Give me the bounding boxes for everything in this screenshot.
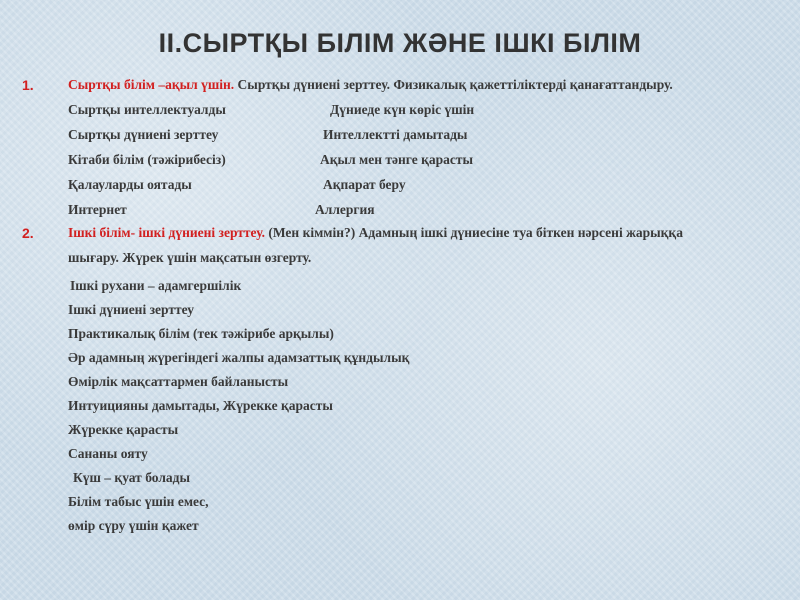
section2-item: Сананы ояту xyxy=(68,446,148,461)
section1-right-item: Аллергия xyxy=(315,202,375,217)
section1-right-item: Дүниеде күн көріс үшін xyxy=(330,102,475,117)
section2-item: Интуицияны дамытады, Жүрекке қарасты xyxy=(68,398,333,413)
section1-number: 1. xyxy=(22,77,34,93)
section2-item: Білім табыс үшін емес, xyxy=(68,494,209,509)
section1-intro xyxy=(68,77,673,93)
section1-text: Сыртқы дүниені зерттеу. Физикалық қажеттіліктерді қанағаттандыру. xyxy=(234,77,673,92)
section1-left-item: Сыртқы интеллектуалды xyxy=(68,102,226,117)
section2-heading: Ішкі білім- ішкі дүниені зерттеу. xyxy=(68,225,265,240)
section2-text-line1: (Мен кіммін?) Адамның ішкі дүниесіне туа біткен нәрсені жарыққа xyxy=(264,225,683,240)
slide-title: II.СЫРТҚЫ БІЛІМ ЖӘНЕ ІШКІ БІЛІМ xyxy=(158,28,642,58)
section2-item: Жүрекке қарасты xyxy=(68,422,179,437)
section1-right-item: Интеллектті дамытады xyxy=(323,127,468,142)
section2-item: өмір сүру үшін қажет xyxy=(68,518,199,533)
section1-left-item: Кітаби білім (тәжірибесіз) xyxy=(68,152,226,167)
section2-intro xyxy=(68,225,683,241)
section2-item: Ішкі дүниені зерттеу xyxy=(68,302,195,317)
section2-item: Практикалық білім (тек тәжірибе арқылы) xyxy=(68,326,334,341)
section1-heading: Сыртқы білім –ақыл үшін. xyxy=(68,77,235,92)
section1-right-item: Ақыл мен тәнге қарасты xyxy=(320,152,474,167)
section1-left-item: Интернет xyxy=(68,202,127,217)
section2-item: Күш – қуат болады xyxy=(73,470,191,485)
section1-left-item: Сыртқы дүниені зерттеу xyxy=(68,127,219,142)
section2-item: Өмірлік мақсаттармен байланысты xyxy=(68,374,289,389)
section2-item: Ішкі рухани – адамгершілік xyxy=(70,278,242,293)
section1-right-item: Ақпарат беру xyxy=(323,177,406,192)
section2-item: Әр адамның жүрегіндегі жалпы адамзаттық құндылық xyxy=(68,350,410,365)
section2-text-line2: шығару. Жүрек үшін мақсатын өзгерту. xyxy=(68,250,312,265)
section2-number: 2. xyxy=(22,225,34,241)
section1-left-item: Қалауларды оятады xyxy=(68,177,192,192)
